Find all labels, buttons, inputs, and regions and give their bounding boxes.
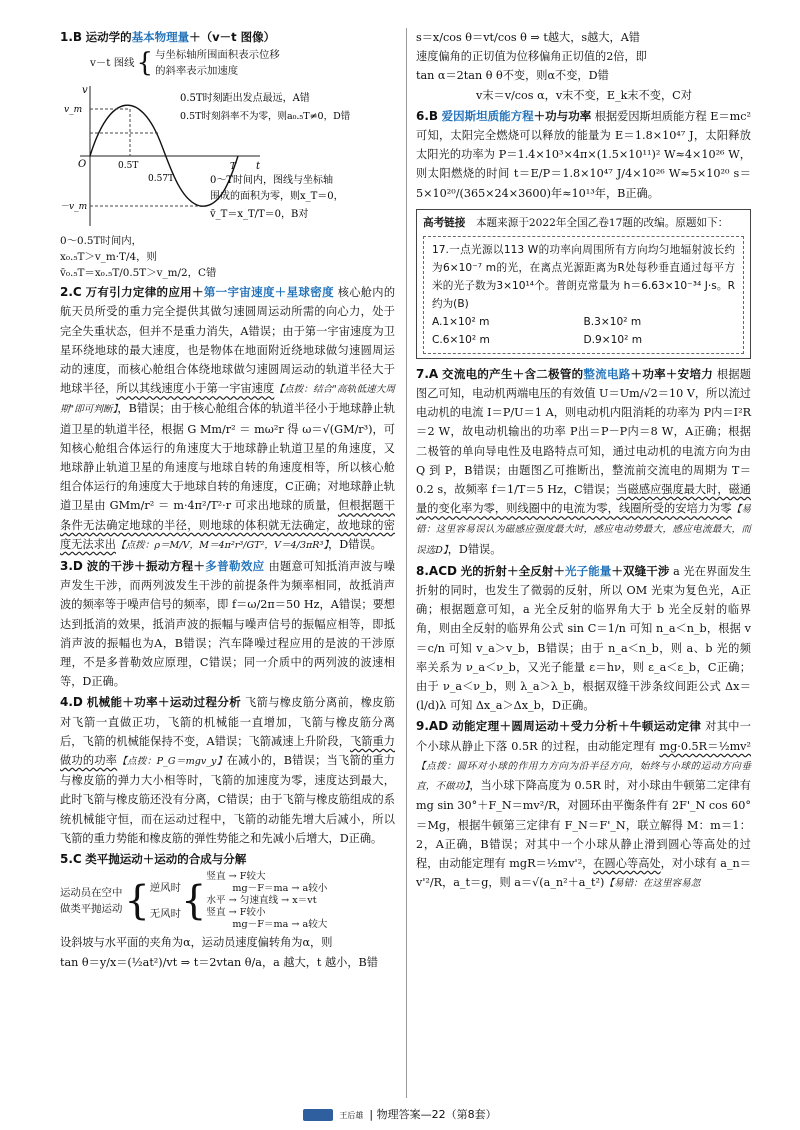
q5-motion-diagram [60, 871, 395, 931]
answer-page [60, 28, 760, 1098]
q1-vt-label: v－t 图线 [90, 57, 135, 70]
graph-vm-label: v_m [64, 105, 83, 116]
q3-number: 3.D [60, 559, 83, 574]
q2-text-3: ，D错误。 [328, 537, 382, 551]
publisher-name: 王后雄 [339, 1111, 364, 1120]
q5-row-2: 水平 → 匀速直线 → x＝vt [206, 895, 317, 907]
q5-asmall: a较小 [302, 883, 328, 895]
footer-page-label: 物理答案—22（第8套） [376, 1108, 497, 1121]
q7-kp-c: ＋功率＋安培力 [630, 366, 714, 381]
q2-note-2: 【点拨：ρ＝M/V，M＝4π²r³/GT²，V＝4/3πR³】 [115, 539, 329, 551]
options-grid [432, 313, 735, 349]
q5-uniform: 匀速直线 [239, 895, 279, 907]
q1-kp-a: 运动学的 [85, 30, 132, 44]
original-problem-text: 17.一点光源以113 W的功率向周围所有方向均匀地辐射波长约为6×10⁻⁷ m的光，在离点光源距离为R处每秒垂直通过每平方米的光子数为3×10¹⁴个。普朗克常量为 h＝6.63×10⁻³⁴ J·s。R约为(B) [432, 243, 735, 310]
q5-fbig: F较大 [239, 871, 266, 883]
link-intro [423, 214, 744, 232]
q1-c-line1: 0～0.5T时间内， [60, 235, 143, 248]
q9-note-2: 【易错：在这里容易忽 [604, 878, 701, 890]
q8-block [416, 562, 751, 716]
q3-kp-a: 波的干涉＋振动方程＋ [86, 559, 206, 574]
q8-kp-c: ＋双缝干涉 [611, 563, 670, 578]
option-b: B.3×10² m [583, 315, 642, 328]
q1-brace-line1: 与坐标轴所围面积表示位移 [155, 49, 280, 62]
left-column [60, 28, 395, 972]
option-a: A.1×10² m [432, 315, 490, 328]
q9-kp: 动能定理＋圆周运动＋受力分析＋牛顿运动定律 [452, 719, 702, 734]
brace-glyph-3: { [180, 878, 207, 925]
q1-kp-b: 基本物理量 [131, 30, 190, 44]
q5-row-1: 竖直 → F较大 [206, 871, 266, 883]
brace-glyph-2: { [124, 878, 150, 925]
q5-frac-1: mg－F＝ma [232, 883, 289, 895]
q5-frac-2: mg－F＝ma [232, 919, 289, 931]
q5-row-3: 竖直 → F较小 [206, 907, 266, 919]
publisher-logo [303, 1109, 333, 1121]
q1-brace-line2: 的斜率表示加速度 [155, 65, 239, 78]
q6-text: 根据爱因斯坦质能方程 E＝mc² 可知，太阳完全燃烧可以释放的能量为 E＝1.8×10⁴⁷ J，太阳释放太阳光的功率为 P＝1.4×10³×4π×(1.5×10¹¹)² W≈4×10²⁶ W，则太阳燃烧的时间 t＝E/P＝1.8×10⁴⁷ J/4×10²⁶ W≈5×10²⁰ s＝5×10²⁰/(365×24×3600)年≈10¹³年，B正确。 [416, 109, 751, 200]
q1-heading [60, 28, 395, 47]
q4-note-1: 【点拨：P_G＝mgv_y】 [117, 756, 227, 768]
brace-glyph: { [136, 48, 154, 79]
q1-number: 1.B [60, 30, 83, 44]
q7-kp-a: 交流电的产生＋含二极管的 [442, 366, 584, 381]
q2-block [60, 283, 395, 555]
q5-vert-2: 竖直 [206, 907, 226, 919]
graph-t-label: t [256, 161, 261, 173]
graph-neg-vm-label: －v_m [60, 202, 88, 213]
right-column [416, 28, 751, 893]
q7-kp-b: 整流电路 [583, 366, 631, 381]
q9-note-1: 【点拨：圆环对小球的作用力方向为沿半径方向，始终与小球的运动方向垂直，不做功】 [416, 760, 751, 793]
vt-graph-svg [60, 81, 395, 231]
r-top-line4: v末＝v/cos α，v末不变，E_k末不变，C对 [476, 88, 692, 102]
q9-number: 9.AD [416, 719, 449, 734]
q5-heading [60, 850, 395, 869]
q5-left-2: 做类平抛运动 [60, 903, 123, 916]
exam-link-box [416, 209, 751, 359]
r-top-line1: s＝x/cos θ＝vt/cos θ ⇒ t越大，s越大，A错 [416, 31, 640, 44]
q9-text-2: ，当小球下降高度为 0.5R 时，对小球由牛顿第二定律有 mg sin 30°＋F_N＝mv²/R，对圆环由平衡条件有 2F'_N cos 60°＝Mg，根据牛顿第三定律有 F_N＝F'_N，联立解得 M：m＝1：2，A正确，B错误；对其中一个小球从静止滑到圆心等高处的过程，由动能定理有 mgR＝½mv'²， [416, 779, 751, 870]
link-title: 高考链接 [423, 216, 466, 229]
q4-block [60, 693, 395, 848]
q2-wavy-2: 但根据题干条件无法确定地球的半径，则地球的体积就无法确定，故地球的密度无法求出 [60, 499, 395, 551]
q3-kp-b: 多普勒效应 [205, 559, 265, 574]
q2-wavy-1: 所以其线速度小于第一宇宙速度 [116, 382, 275, 396]
q5-left-1: 运动员在空中 [60, 887, 123, 900]
q2-text-2: ，B错误；由于核心舱组合体的轨道半径小于地球静止轨道卫星的轨道半径，根据 G Mm/r² ＝ mω²r 得 ω＝√(GM/r³)，可知核心舱组合体运行的角速度大于地球静止轨道卫星的角速度，又地球静止轨道卫星的角速度与地球自转的角速度相等，所以核心舱组合体运行的角速度大于地球自转的角速度，C正确；对地球静止轨道卫星由 GMm/r² ＝ m·4π²/T²·r 可求出地球的质量， [60, 402, 395, 513]
q6-number: 6.B [416, 108, 439, 123]
q5-text-1: 设斜坡与水平面的夹角为α，运动员速度偏转角为α，则 [60, 936, 333, 950]
ann-area-3: v̄_T＝x_T/T＝0，B对 [210, 209, 309, 221]
q5-horiz: 水平 [206, 895, 226, 907]
q9-text-3: ，对小球有 a_n＝v'²/R，a_t＝g，则 a＝√(a_n²＋a_t²) [416, 856, 751, 890]
option-d: D.9×10² m [583, 333, 643, 346]
q1-c-line2: x₀.₅T＞v_m·T/4，则 [60, 251, 157, 264]
q5-abig: a较大 [302, 919, 328, 931]
q8-kp-b: 光子能量 [565, 563, 612, 578]
q5-row-3b: mg－F＝ma → a较大 [232, 919, 328, 931]
q9-block [416, 717, 751, 893]
q5-xvt: x＝vt [292, 895, 317, 907]
link-text: 本题来源于2022年全国乙卷17题的改编。原题如下： [475, 216, 729, 229]
q1-kp-c: ＋（v－t 图像） [189, 30, 276, 44]
q1-vt-brace [90, 47, 395, 79]
q1-vt-graph [60, 81, 395, 231]
page-footer: 王后雄 | 物理答案—22（第8套） [0, 1106, 800, 1122]
q7-block [416, 365, 751, 560]
q7-text-1: 根据题图乙可知，电动机两端电压的有效值 U＝Um/√2＝10 V，所以流过电动机的电流 I＝P/U＝1 A，则电动机内阻消耗的功率为 P内＝I²R＝2 W，故电动机输出的功率 P出＝P－P内＝8 W，A正确；根据二极管的单向导电性及电路特点可知，通过电动机的电流方向为由 Q 到 P，B错误；由题图乙可推断出，整流前交流电的周期为 T＝0.2 s，故频率 f＝1/T＝5 Hz，C错误； [416, 367, 751, 497]
q1-c-line3: v̄₀.₅T＝x₀.₅T/0.5T＞v_m/2，C错 [60, 267, 217, 280]
q4-text-2: 在减小的，B错误；当飞箭的重力与橡皮筋的弹力大小相等时，飞箭的加速度为零，速度达到最大，此时飞箭与橡皮筋还没有分离，C错误；由于飞箭与橡皮筋组成的系统机械能守恒，而在运动过程中，飞箭的动能先增大后减小，所以飞箭的重力势能和橡皮筋的弹性势能之和先减小后增大，D正确。 [60, 754, 395, 845]
q5-number: 5.C [60, 852, 82, 867]
r-top-line3: tan α＝2tan θ θ不变，则α不变，D错 [416, 69, 609, 83]
q5-upwind: 逆风时 [149, 882, 181, 895]
q7-number: 7.A [416, 366, 439, 381]
q4-wavy-1: 飞箭重力做功的功率 [60, 734, 395, 768]
q4-text-1: 飞箭与橡皮筋分离前，橡皮筋对飞箭一直做正功，飞箭的机械能一直增加，飞箭与橡皮筋分离后，飞箭的机械能保持不变，A错误；飞箭减速上升阶段， [60, 696, 395, 748]
column-divider [406, 28, 407, 1098]
q5-kp: 类平抛运动＋运动的合成与分解 [85, 852, 247, 867]
graph-o-label: O [78, 159, 87, 171]
q4-number: 4.D [60, 695, 83, 710]
q2-number: 2.C [60, 285, 82, 300]
q3-text: 由题意可知抵消声波与噪声发生干涉，而两列波发生干涉的前提条件为频率相同，故抵消声波的频率等于噪声信号的频率，即 f＝ω/2π＝50 Hz，A错误；要想达到抵消的效果，抵消声波的振幅与噪声信号的振幅应相等，即抵消声波的振幅也为A，B错误；汽车降噪过程应用的是波的干涉原理，不是多普勒效应原理，C错误；同一介质中的两列波的波速相等，D正确。 [60, 560, 395, 689]
q8-text-1: 所以 OM 光束为复色光，A正确；根据题意可知，a 光全反射的临界角大于 b 光全反射的临界角，则由全反射的临界角公式 sin C＝1/n 可知 n_a＜n_b，根据 v＝c/n 可知 v_a＞v_b，B错误；由于 n_a＜n_b，则 a、b 光的频率关系为 ν_a＜ν_b，又光子能量 ε＝hν，则 ε_a＜ε_b，C正确；由于 ν_a＜ν_b，则 λ_a＞λ_b，根据双缝干涉条纹间距公式 Δx＝(l/d)λ 可知 Δx_a＞Δx_b，D正确。 [416, 584, 751, 713]
q6-block [416, 107, 751, 203]
q5-text-2: tan θ＝y/x＝(½at²)/vt ⇒ t＝2vtan θ/a，a 越大，t 越小，B错 [60, 955, 378, 969]
q5-fsmall: F较小 [239, 907, 266, 919]
q2-text-1: 核心舱内的航天员所受的重力完全提供其做匀速圆周运动所需的向心力，处于完全失重状态，但并不是重力消失，A错误；由于第一宇宙速度为卫星环绕地球的最大速度，也是物体在地面附近绕地球做匀速圆周运动的速度，而核心舱组合体绕地球做匀速圆周运动的轨道半径大于地球半径， [60, 286, 396, 396]
q2-kp-b: 第一宇宙速度＋星球密度 [203, 285, 334, 300]
q7-wavy-1: 当磁感应强度最大时，磁通量的变化率为零，则线圈中的电流为零，线圈所受的安培力为零 [416, 483, 751, 516]
q6-kp-b: ＋功与功率 [533, 108, 592, 123]
q3-block [60, 557, 395, 691]
q9-wavy-1: mg·0.5R＝½mv² [659, 739, 751, 753]
q8-kp-a: 光的折射＋全反射＋ [460, 563, 566, 578]
ann-farthest: 0.5T时刻距出发点最远，A错 [180, 93, 310, 105]
q7-note-1: 【易错：这里容易误认为磁感应强度最大时，感应电动势最大，感应电流最大，而误选D】 [416, 504, 751, 556]
q8-number: 8.ACD [416, 563, 457, 578]
q2-note-1: 【点拨：结合"高轨低速大周期"即可判断】 [60, 384, 395, 416]
q8-text-0: a 光在界面发生折射的同时，也发生了微弱的反射， [416, 564, 752, 598]
option-c: C.6×10² m [432, 333, 490, 346]
ann-slope: 0.5T时刻斜率不为零，则a₀.₅T≠0，D错 [180, 111, 351, 123]
q6-kp-a: 爱因斯坦质能方程 [441, 108, 534, 123]
q9-wavy-2: 在圆心等高处 [593, 856, 661, 870]
graph-v-label: v [82, 85, 88, 97]
original-problem [423, 236, 744, 354]
graph-T-label: T [230, 162, 237, 173]
ann-area-1: 0～T时间内，图线与坐标轴 [210, 175, 334, 187]
graph-05T-label: 0.5T [118, 161, 139, 172]
q4-kp: 机械能＋功率＋运动过程分析 [86, 695, 242, 710]
q5-row-1b: mg－F＝ma → a较小 [232, 883, 328, 895]
q7-text-2: ，D错误。 [447, 542, 502, 556]
graph-057T-label: 0.57T [148, 174, 175, 185]
q9-text-1: 对其中一个小球从静止下落 0.5R 的过程，由动能定理有 [416, 720, 751, 753]
q5-vert-1: 竖直 [206, 871, 226, 883]
ann-area-2: 围成的面积为零，则x_T＝0， [210, 191, 344, 203]
q1-c-analysis [60, 233, 395, 281]
r-top-line2: 速度偏角的正切值为位移偏角正切值的2倍，即 [416, 50, 647, 64]
q5-nowind: 无风时 [149, 908, 181, 921]
q2-kp-a: 万有引力定律的应用＋ [85, 285, 204, 300]
